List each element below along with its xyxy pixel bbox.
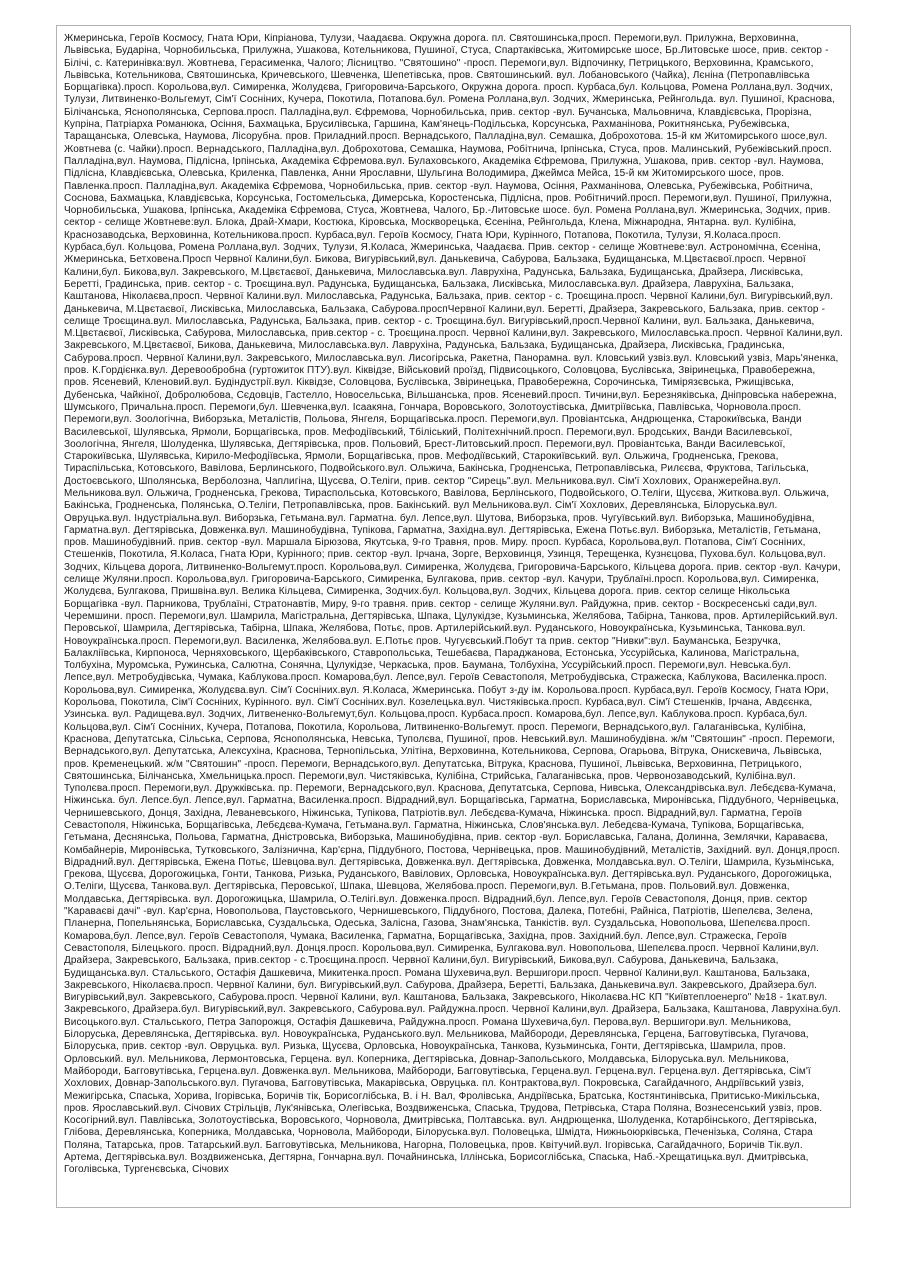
street-list-container: [56, 25, 851, 1208]
street-list-text: Жмеринська, Героїв Космосу, Гната Юри, Кіпріанова, Тулузи, Чаадаєва. Окружна дорога. пл. Святошинська,просп. Перемоги,вул. Прилужна, Верховинна, Львівська, Бударіна, Чорнобильська, Прилужна, Ушакова, Котельникова, Пушиної, Стуса, Спартаківська, Житомирське шосе, Бр.Литовське шосе, прив. сектор - Білічі, с. Катеринівка:вул. Жовтнева, Герасименка, Чалого; Лісництво. "Святошино" -просп. Перемоги,вул. Відпочинку, Петрицького, Верховинна, Крамського, Львівська, Котельникова, Святошинська, Кричевського, Шевченка, Шепетівська, пров. Святошинський. вул. Лобановського (Чайка), Лєніна (Петропавлівська Борщагівка).просп. Корольова,вул. Симиренка, Жолудєва, Григоровича-Барського, Окружна дорога. просп. Курбаса,бул. Кольцова, Ромена Роллана,вул. Зодчих, Тулузи, Литвиненко-Вольгемут, Сім'ї Сосніних, Кучера, Покотила, Потапова.бул. Ромена Роллана,вул. Зодчих, Жмеринська, Рейнгольда. вул. Пушиної, Краснова, Білічанська, Яснополянська, Серпова.просп. Палладіна,вул. Єфремова, Чорнобильська, прив. сектор -вул. Бучанська, Мальовнича, Клавдієвська, Прорізна, Купріна, Патріарха Романюка, Осіння, Бахмацька, Брусилівська, Гаршина, Кам'янець-Подільська, Корсунська, Рахманінова, Рокитнянська, Рубежівська, Таращанська, Олевська, Наумова, Лісорубна. пров. Приладний.просп. Вернадського, Палладіна,вул. Семашка, Доброхотова. 15-й км Житомирського шосе,вул. Жовтнева (с. Чайки).просп. Вернадського, Палладіна,вул. Доброхотова, Семашка, Наумова, Робітнича, Ірпінська, Стуса, пров. Малинський, Рубежівський.просп. Палладіна,вул. Наумова, Підлісна, Ірпінська, Академіка Єфремова.вул. Булаховського, Академіка Єфремова, Прилужна, Ушакова, прив. сектор -вул. Наумова, Підлісна, Клавдієвська, Олевська, Криленка, Павленка, Анни Ярославни, Шульгина Володимира, Джеймса Мейса, 15-й км Житомирського шосе, пров. Павленка.просп. Палладіна,вул. Академіка Єфремова, Чорнобильська, прив. сектор -вул. Наумова, Осіння, Рахманінова, Олевська, Рубежівська, Робітнича, Соснова, Бахмацька, Клавдієвська, Корсунська, Гостомельська, Димерська, Коростенська, Підлісна, пров. Робітничий.просп. Перемоги,вул. Пушиної, Прилужна, Чорнобильська, Ушакова, Ірпінська, Академіка Єфремова, Стуса, Жовтнева, Чалого, Бр.-Литовське шосе. бул. Ромена Роллана,вул. Жмеринська, Зодчих, прив. сектор - селище Жовтневе:вул. Блока, Драй-Хмари, Костюка, Кіровська, Москворецька, Єсеніна, Рейнгольда, Клена, Міжнародна, Янтарна. вул. Кулібіна, Краснозаводська, Верховинна, Котельникова.просп. Курбаса,вул. Героїв Космосу, Гната Юри, Курінного, Потапова, Покотила, Тулузи, Я.Коласа.просп. Курбаса,бул. Кольцова, Ромена Роллана,вул. Зодчих, Тулузи, Я.Коласа, Жмеринська, Чаадаєва. Прив. сектор - селище Жовтневе:вул. Астрономічна, Єсеніна, Жмеринська, Бетховена.Просп Червної Калини,бул. Бикова, Вигурівський,вул. Данькевича, Сабурова, Бальзака, Будищанська, М.Цвєтаєвої.просп. Червної Калини,бул. Бикова,вул. Закревського, М.Цвєтаєвої, Данькевича, Милославська.вул. Лаврухіна, Радунська, Бальзака, Будищанська, Драйзера, Лисківська, Беретті, Градинська, прив. сектор - с. Троєщина.вул. Радунська, Будищанська, Бальзака, Лисківська, Милославська.вул. Драйзера, Лаврухіна, Бальзака, Каштанова, Ніколаєва,просп. Червної Калини.вул. Милославська, Радунська, Бальзака, прив. сектор - с. Троєщина.просп. Червної Калини,бул. Вигурівський,вул. Данькевича, М.Цвєтаєвої, Лисківська, Милославська, Бальзака, Сабурова.проспЧервної Калини,вул. Беретті, Драйзера, Закревського, Бальзака, прив. сектор - селище Троєщина.вул. Милославська, Радунська, Бальзака, прив. сектор - с. Троєщина.бул. Вигурівський,просп.Червної Калини, вул. Бальзака, Данькевича, М.Цвєтаєвої, Лисківська, Сабурова, Милославська, прив.сектор - с. Троєщина.просп. Червної Калини,вул. Закревського, Милославська.просп. Червної Калини,вул. Закревського, М.Цвєтаєвої, Бикова, Данькевича, Милославська.вул. Лаврухіна, Радунська, Бальзака, Будищанська, Драйзера, Лисківська, Градинська, Сабурова.просп. Червної Калини,вул. Закревського, Милославська.вул. Лисогірська, Ракетна, Панорамна. вул. Кловський узвіз.вул. Кловський узвіз, Марь'яненка, пров. К.Гордієнка.вул. Деревообробна (гуртожиток ПТУ).вул. Кіквідзе, Військовий проїзд, Підвисоцького, Соловцова, Буслівська, Звіринецька, Правобережна, пров. Ясеневий, Кленовий.вул. Будіндустрії.вул. Кіквідзе, Соловцова, Буслівська, Звіринецька, Правобережна, Сорочинська, Тимірязєвська, Ржищівська, Дубенська, Чайкіної, Добролюбова, Сєдовців, Гастелло, Новосельська, Вільшанська, пров. Ясеневий.просп. Тичини,вул. Березняківська, Дніпровська набережна, Шумського, Причальна.просп. Перемоги,бул. Шевченка,вул. Ісаакяна, Гончара, Воровського, Золотоустівська, Дмитріївська, Павлівська, Чорновола.просп. Перемоги,вул. Зоологічна, Виборзька, Металістів, Польова, Янгеля, Борщагівська.просп. Перемоги,вул. Провіантська, Андрющенка, Старокиївська, Ванди Василевської, Шулявська, Ярмоли, Борщагівська, пров. Мефодіївський, Тбіліський, Політехнічний.просп. Перемоги,вул. Бродських, Ванди Василевської, Зоологічна, Янгеля, Шолуденка, Шулявська, Дегтярівська, пров. Польовий, Брест-Литовський.просп. Перемоги,вул. Провіантська, Ванди Василевської, Старокиївська, Шулявська, Кирило-Мефодіївська, Ярмоли, Борщагівська, пров. Мефодіївський, Старокиївський. вул. Ольжича, Гродненська, Грекова, Тираспільська, Котовського, Вавілова, Берлинського, Подвойського.вул. Ольжича, Бакінська, Гродненська, Петропавлівська, Рилєєва, Фруктова, Тагільська, Достоєвського, Шполянська, Верболозна, Чаплигіна, Щусєва, О.Теліги, прив. сектор "Сирець".вул. Мельникова.вул. Сім'ї Хохлових, Оранжерейна.вул. Мельникова.вул. Ольжича, Гродненська, Грекова, Тираспольська, Котовського, Вавілова, Берлінського, Подвойського, О.Теліги, Щусєва, Житкова.вул. Ольжича, Бакінська, Гродненська, Полянська, О.Теліги, Петропавлівська, пров. Бакінський. вул Мельникова.вул. Сім'ї Хохлових, Деревлянська, Білоруська.вул. Овруцька.вул. Індустріальна.вул. Виборзька, Гетьмана.вул. Гарматна. бул. Лепсе,вул. Шутова, Виборзька, пров. Чугуївський.вул. Виборзька, Машинобудівна, Гарматна.вул. Дегтярівська, Довженка.вул. Машинобудівна, Тупікова, Гарматна, Західна.вул. Дегтярівська, Ежена Потьє.вул. Виборзька, Металістів, Гетьмана, пров. Машинобудівний. прив. сектор -вул. Маршала Бірюзова, Якутська, 9-го Травня, пров. Миру. просп. Курбаса, Корольова,вул. Потапова, Сім'ї Сосніних, Стешенків, Покотила, Я.Коласа, Гната Юри, Курінного; прив. сектор -вул. Ірчана, Зорге, Верховинця, Узинця, Терещенка, Кузнєцова, Пухова.бул. Кольцова,вул. Зодчих, Кільцева дорога, Литвиненко-Вольгемут.просп. Корольова,вул. Симиренка, Жолудєва, Григоровича-Барського, Кільцева дорога. прив. сектор -вул. Качури, селище Жуляни.просп. Корольова,вул. Григоровича-Барського, Симиренка, Булгакова, прив. сектор -вул. Качури, Трублаїні.просп. Корольова,вул. Симиренка, Жолудєва, Булгакова, Пришвіна.вул. Велика Кільцева, Симиренка, Зодчих.бул. Кольцова,вул. Зодчих, Кільцева дорога. прив. сектор селище Нікольська Борщагівка -вул. Парникова, Трублаїні, Стратонавтів, Миру, 9-го травня. прив. сектор - селище Жуляни.вул. Райдужна, прив. сектор - Воскресенські сади,вул. Черемшини. просп. Перемоги,вул. Шамрила, Магістральна, Дегтярівська, Шпака, Цулукідзе, Кузьминська, Желябова, Табірна, Танкова, пров. Артилерійський.вул. Перовської, Шамрила, Дегтярівська, Табірна, Шпака, Желябова, Потьє, пров. Артилерійський.вул. Руданського, Новоукраїнська, Кузьминська, Танкова.вул. Новоукраїнська.просп. Перемоги,вул. Василенка, Желябова.вул. Е.Потьє пров. Чугуєвський.Побут та прив. сектор "Нивки":вул. Бауманська, Безручка, Балакліївська, Кирпоноса, Черняховського, Щербаківського, Ставропольська, Тешебаєва, Параджанова, Естонська, Уссурійська, Калинова, Магістральна, Толбухіна, Муромська, Ружинська, Салютна, Сонячна, Цулукідзе, Черкаська, пров. Баумана, Толбухіна, Уссурійський.просп. Перемоги,вул. Невська.бул. Лепсе,вул. Метробудівська, Чумака, Каблукова.просп. Комарова,бул. Лепсе,вул. Героїв Севастополя, Метробудівська, Стражеска, Каблукова, Василенка.просп. Корольова,вул. Симиренка, Жолудєва.вул. Сім'ї Сосніних.вул. Я.Коласа, Жмеринська. Побут з-ду ім. Корольова.просп. Курбаса,вул. Героїв Космосу, Гната Юри, Корольова, Покотила, Сім'ї Сосніних, Курінного. вул. Сім'ї Сосніних.вул. Козелецька.вул. Чистяківська.просп. Курбаса,вул. Сім'ї Стешенків, Ірчана, Авдєєнка, Узинська. вул. Радищева.вул. Зодчих, Литвененко-Вольгемут,бул. Кольцова,просп. Курбаса.просп. Комарова,бул. Лепсе,вул. Каблукова.просп. Курбаса,бул. Кольцова,вул. Сім'ї Сосніних, Кучера, Потапова, Покотила, Корольова, Литвиненко-Вольгемут. просп. Перемоги, Вернадського,вул. Галаганівська, Кулібіна, Краснова, Депутатська, Сільська, Серпова, Яснополянська, Невська, Туполєва, Пушиної, пров. Невський.вул. Машинобудівна. ж/м "Святошин" -просп. Перемоги, Вернадського,вул. Депутатська, Алексухіна, Краснова, Тернопільська, Улітіна, Верховинна, Котельникова, Серпова, Огарьова, Вітрука, Онискевича, Львівська, пров. Кременецький. ж/м "Святошин" -просп. Перемоги, Вернадського,вул. Депутатська, Вітрука, Краснова, Пушиної, Львівська, Верховинна, Петрицького, Святошинська, Білічанська, Хмельницька.просп. Перемоги,вул. Чистяківська, Кулібіна, Стрийська, Галаганівська, пров. Червонозаводський, Кулібіна.вул. Туполєва.просп. Перемоги,вул. Дружківська. пр. Перемоги, Вернадського,вул. Краснова, Депутатська, Серпова, Нивська, Олександрівська.вул. Лебєдєва-Кумача, Ніжинська. бул. Лепсе.бул. Лепсе,вул. Гарматна, Василенка.просп. Відрадний,вул. Борщагівська, Гарматна, Бориславська, Миронівська, Піддубного, Чернівецька, Чернишевського, Донця, Західна, Леваневського, Ніжинська, Тупікова, Патріотів.вул. Лебєдєва-Кумача, Ніжинська. просп. Відрадний,вул. Гарматна, Героїв Севастополя, Ніжинська, Борщагівська, Лебєдєва-Кумача, Гетьмана.вул. Гарматна, Ніжинська, Слов'янська.вул. Лебедєва-Кумача, Тупікова, Борщагівська, Гетьмана, Деснянська, Польова, Гарматна, Дністровська, Виборзька, Машинобудівна, прив. сектор -вул. Бориславська, Галана, Долинна, Землячки, Караваєва, Комбайнерів, Миронівська, Тутковського, Залізнична, Кар'єрна, Піддубного, Постова, Чернівецька, пров. Машинобудівний, Металістів, Західний. вул. Донця,просп. Відрадний.вул. Дегтярівська, Ежена Потьє, Шевцова.вул. Дегтярівська, Довженка.вул. Дегтярівська, Довженка, Молдавська.вул. О.Теліги, Шамрила, Кузьмінська, Грекова, Щусєва, Дорогожицька, Гонти, Танкова, Ризька, Руданського, Вавілових, Орловська, Новоукраїнська.вул. Дегтярівська.вул. Руданського, Дорогожицька, О.Теліги, Щусєва, Танкова.вул. Дегтярівська, Перовської, Шпака, Шевцова, Желябова.просп. Перемоги,вул. В.Гетьмана, пров. Польовий.вул. Довженка, Молдавська, Дегтярівська. вул. Дорогожицька, Шамрила, О.Телігі.вул. Довженка.просп. Відрадний,бул. Лепсе,вул. Героїв Севастополя, Донця, прив. сектор "Караваєві дачі" -вул. Кар'єрна, Новопольова, Паустовського, Чернишевського, Піддубного, Постова, Далека, Потебні, Райніса, Патріотів, Шепелєва, Зелена, Планерна, Попельнянська, Бориславська, Суздальська, Одеська, Залісна, Газова, Знам'янська, Танкістів. вул. Суздальська, Новопольова, Шепелєва.просп. Комарова,бул. Лепсе,вул. Героїв Севастополя, Чумака, Василенка, Гарматна, Борщагівська, Західна, пров. Західний.бул. Лепсе,вул. Стражеска, Героїв Севастополя, Білецького. просп. Відрадний,вул. Донця.просп. Корольова,вул. Симиренка, Булгакова.вул. Новопольова, Шепелєва.просп. Червної Калини,вул. Драйзера, Закревського, Бальзака, прив.сектор - с.Троєщина.просп. Червної Калини,бул. Вигурівський, Бикова,вул. Сабурова, Данькевича, Бальзака, Будищанська.вул. Стальського, Остафія Дашкевича, Микитенка.просп. Романа Шухевича,вул. Вершигори.просп. Червної Калини,вул. Каштанова, Бальзака, Закревського, Ніколаєва.просп. Червної Калини, бул. Вигурівський,вул. Сабурова, Драйзера, Беретті, Бальзака, Данькевича.вул. Закревського, Драйзера.бул. Вигурівський,вул. Закревського, Сабурова.просп. Червної Калини, вул. Каштанова, Бальзака, Закревського, Ніколаєва.НС КП "Київтеплоенерго" №18 - 1кат.вул. Закревського, Драйзера.бул. Вигурівський,вул. Закревського, Сабурова.вул. Райдужна.просп. Червної Калини,вул. Драйзера, Бальзака, Каштанова, Лаврухіна.бул. Висоцького.вул. Стальського, Петра Запорожця, Остафія Дашкевича, Райдужна.просп. Романа Шухевича,бул. Перова,вул. Вершигори.вул. Мельникова, Білоруська, Деревлянська, Дегтярівська. вул. Новоукраїнська, Руданського.вул. Мельникова, Майбороди, Деревлянська, Герцена, Багговутівська, Пугачова, Білоруська, прив. сектор -вул. Овруцька. вул. Ризька, Щусєва, Орловська, Новоукраїнська, Танкова, Кузьминська, Гонти, Дегтярівська, Шамрила, пров. Орловський. вул. Мельникова, Лермонтовська, Герцена. вул. Коперника, Дегтярівська, Довнар-Запольського, Молдавська, Білоруська.вул. Мельникова, Майбороди, Багговутівська, Герцена.вул. Довженка.вул. Мельникова, Майбороди, Багговутівська, Герцена.вул. Герцена.вул. Герцена.вул. Дегтярівська, Сім'ї Хохлових, Довнар-Запольського.вул. Пугачова, Багговутівська, Макарівська, Овруцька. пл. Контрактова,вул. Покровська, Сагайдачного, Андріївський узвіз, Межигірська, Спаська, Хорива, Ігорівська, Боричів тік, Борисоглібська, В. і Н. Вал, Фролівська, Андріївська, Братська, Костянтинівська, Притисько-Микільська, пров. Ярославський.вул. Січових Стрільців, Лук'янівська, Олегівська, Воздвиженська, Спаська, Трудова, Петрівська, Стара Поляна, Вознесенський узвіз, пров. Косогірний.вул. Павлівська, Золотоустівська, Воровського, Чорновола, Дмитрівська, Полтавська. вул. Андрющенка, Шолуденка, Котарбінського, Дегтярівська, Глібова, Деревлянська, Коперника, Молдавська, Чорновола, Майбороди, Білоруська.вул. Половецька, Шмідта, Нижньоюрківська, Печенізька, Соляна, Стара Поляна, Татарська, пров. Татарський.вул. Багговутівська, Мельникова, Нагорна, Половецька, пров. Квітучий.вул. Ігорівська, Сагайдачного, Боричів Тік.вул. Артема, Дегтярівська.вул. Воздвиженська, Дегтярна, Гончарна.вул. Почайнинська, Іллінська, Борисоглібська, Спаська, Наб.-Хрещатицька.вул. Дмитрівська, Гоголівська, Тургенєвська, Січових: [64, 33, 843, 1176]
